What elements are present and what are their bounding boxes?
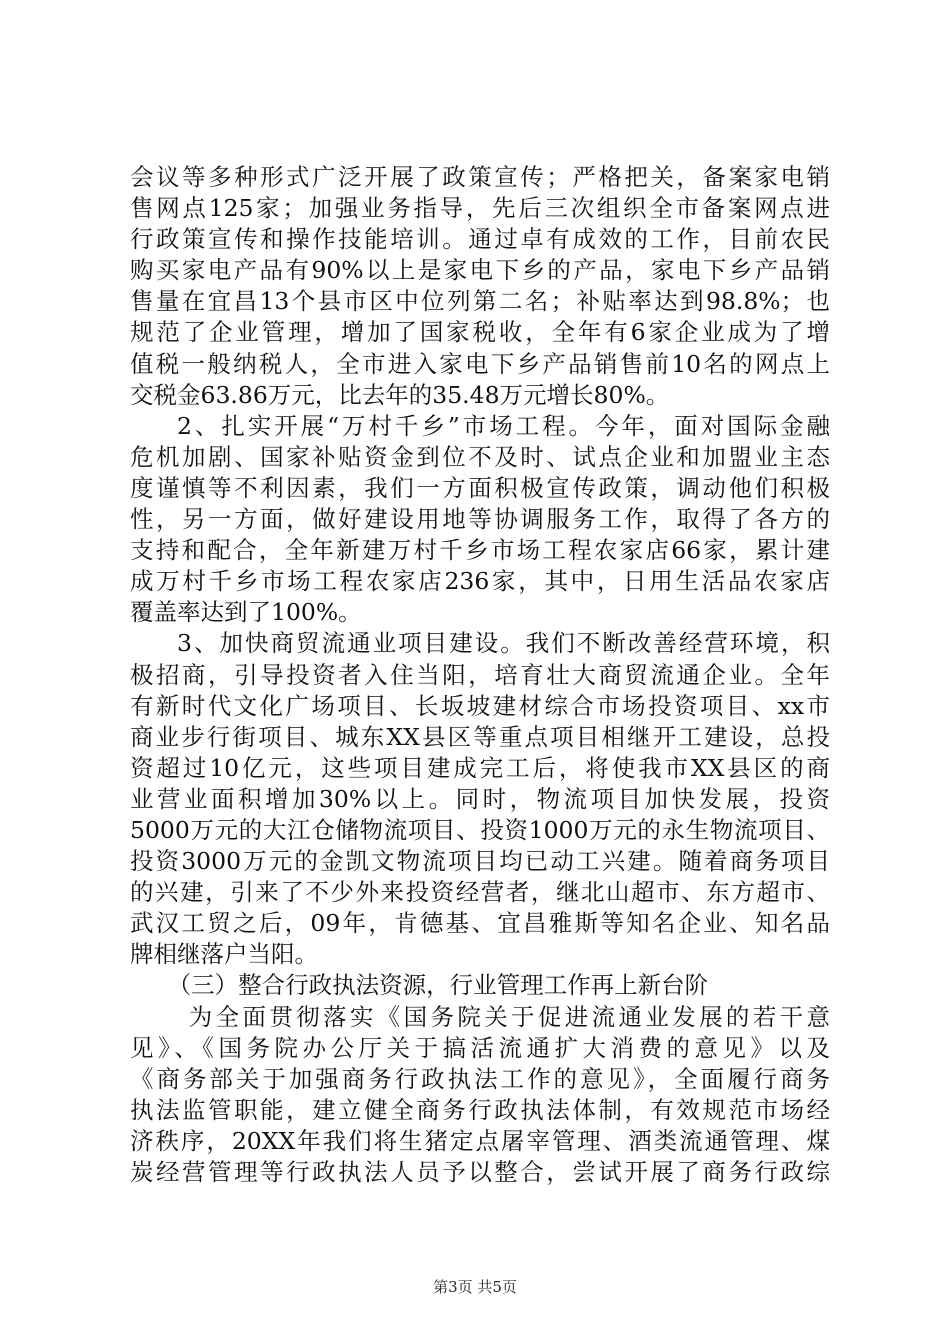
text-line: 售网点125家；加强业务指导，先后三次组织全市备案网点进 — [130, 194, 830, 223]
text-line: 极招商，引导投资者入住当阳，培育壮大商贸流通企业。全年 — [130, 660, 830, 689]
text-line: 交税金63.86万元，比去年的35.48万元增长80%。 — [130, 380, 670, 409]
text-line: 购买家电产品有90%以上是家电下乡的产品，家电下乡产品销 — [130, 256, 830, 285]
text-line: 武汉工贸之后，09年，肯德基、宜昌雅斯等知名企业、知名品 — [130, 909, 830, 938]
text-line: 2、扎实开展“万村千乡”市场工程。今年，面对国际金融 — [177, 411, 830, 440]
text-line: 行政策宣传和操作技能培训。通过卓有成效的工作，目前农民 — [130, 225, 830, 254]
text-line: 成万村千乡市场工程农家店236家，其中，日用生活品农家店 — [130, 567, 830, 596]
text-line: 商业步行街项目、城东XX县区等重点项目相继开工建设，总投 — [130, 722, 830, 751]
text-line: 济秩序，20XX年我们将生猪定点屠宰管理、酒类流通管理、煤 — [130, 1126, 830, 1155]
text-line: 覆盖率达到了100%。 — [130, 598, 362, 627]
document-body — [130, 162, 830, 1188]
text-line: （三）整合行政执法资源，行业管理工作再上新台阶 — [167, 971, 709, 1000]
text-line: 有新时代文化广场项目、长坂坡建材综合市场投资项目、xx市 — [130, 691, 830, 720]
text-line: 的兴建，引来了不少外来投资经营者，继北山超市、东方超市、 — [130, 878, 830, 907]
text-line: 支持和配合，全年新建万村千乡市场工程农家店66家，累计建 — [130, 536, 830, 565]
text-line: 《商务部关于加强商务行政执法工作的意见》，全面履行商务 — [130, 1064, 830, 1093]
text-line: 为全面贯彻落实《国务院关于促进流通业发展的若干意 — [188, 1002, 830, 1031]
text-line: 见》、《国务院办公厅关于搞活流通扩大消费的意见》以及 — [130, 1033, 830, 1062]
text-line: 危机加剧、国家补贴资金到位不及时、试点企业和加盟业主态 — [130, 442, 830, 471]
text-line: 业营业面积增加30%以上。同时，物流项目加快发展，投资 — [130, 784, 830, 813]
text-line: 牌相继落户当阳。 — [130, 940, 318, 969]
text-line: 投资3000万元的金凯文物流项目均已动工兴建。随着商务项目 — [130, 847, 830, 876]
text-line: 会议等多种形式广泛开展了政策宣传；严格把关，备案家电销 — [130, 163, 830, 191]
text-line: 执法监管职能，建立健全商务行政执法体制，有效规范市场经 — [130, 1095, 830, 1124]
text-line: 售量在宜昌13个县市区中位列第二名；补贴率达到98.8%；也 — [130, 287, 830, 316]
text-line: 性，另一方面，做好建设用地等协调服务工作，取得了各方的 — [130, 505, 830, 534]
text-line: 值税一般纳税人，全市进入家电下乡产品销售前10名的网点上 — [130, 349, 830, 378]
page-footer: 第3页 共5页 — [433, 1278, 517, 1296]
text-line: 规范了企业管理，增加了国家税收，全年有6家企业成为了增 — [130, 318, 830, 347]
text-line: 5000万元的大江仓储物流项目、投资1000万元的永生物流项目、 — [130, 815, 830, 844]
text-line: 3、加快商贸流通业项目建设。我们不断改善经营环境，积 — [177, 629, 830, 658]
text-line: 度谨慎等不利因素，我们一方面积极宣传政策，调动他们积极 — [130, 473, 830, 502]
text-line: 炭经营管理等行政执法人员予以整合，尝试开展了商务行政综 — [130, 1158, 830, 1186]
text-line: 资超过10亿元，这些项目建成完工后，将使我市XX县区的商 — [130, 753, 830, 782]
